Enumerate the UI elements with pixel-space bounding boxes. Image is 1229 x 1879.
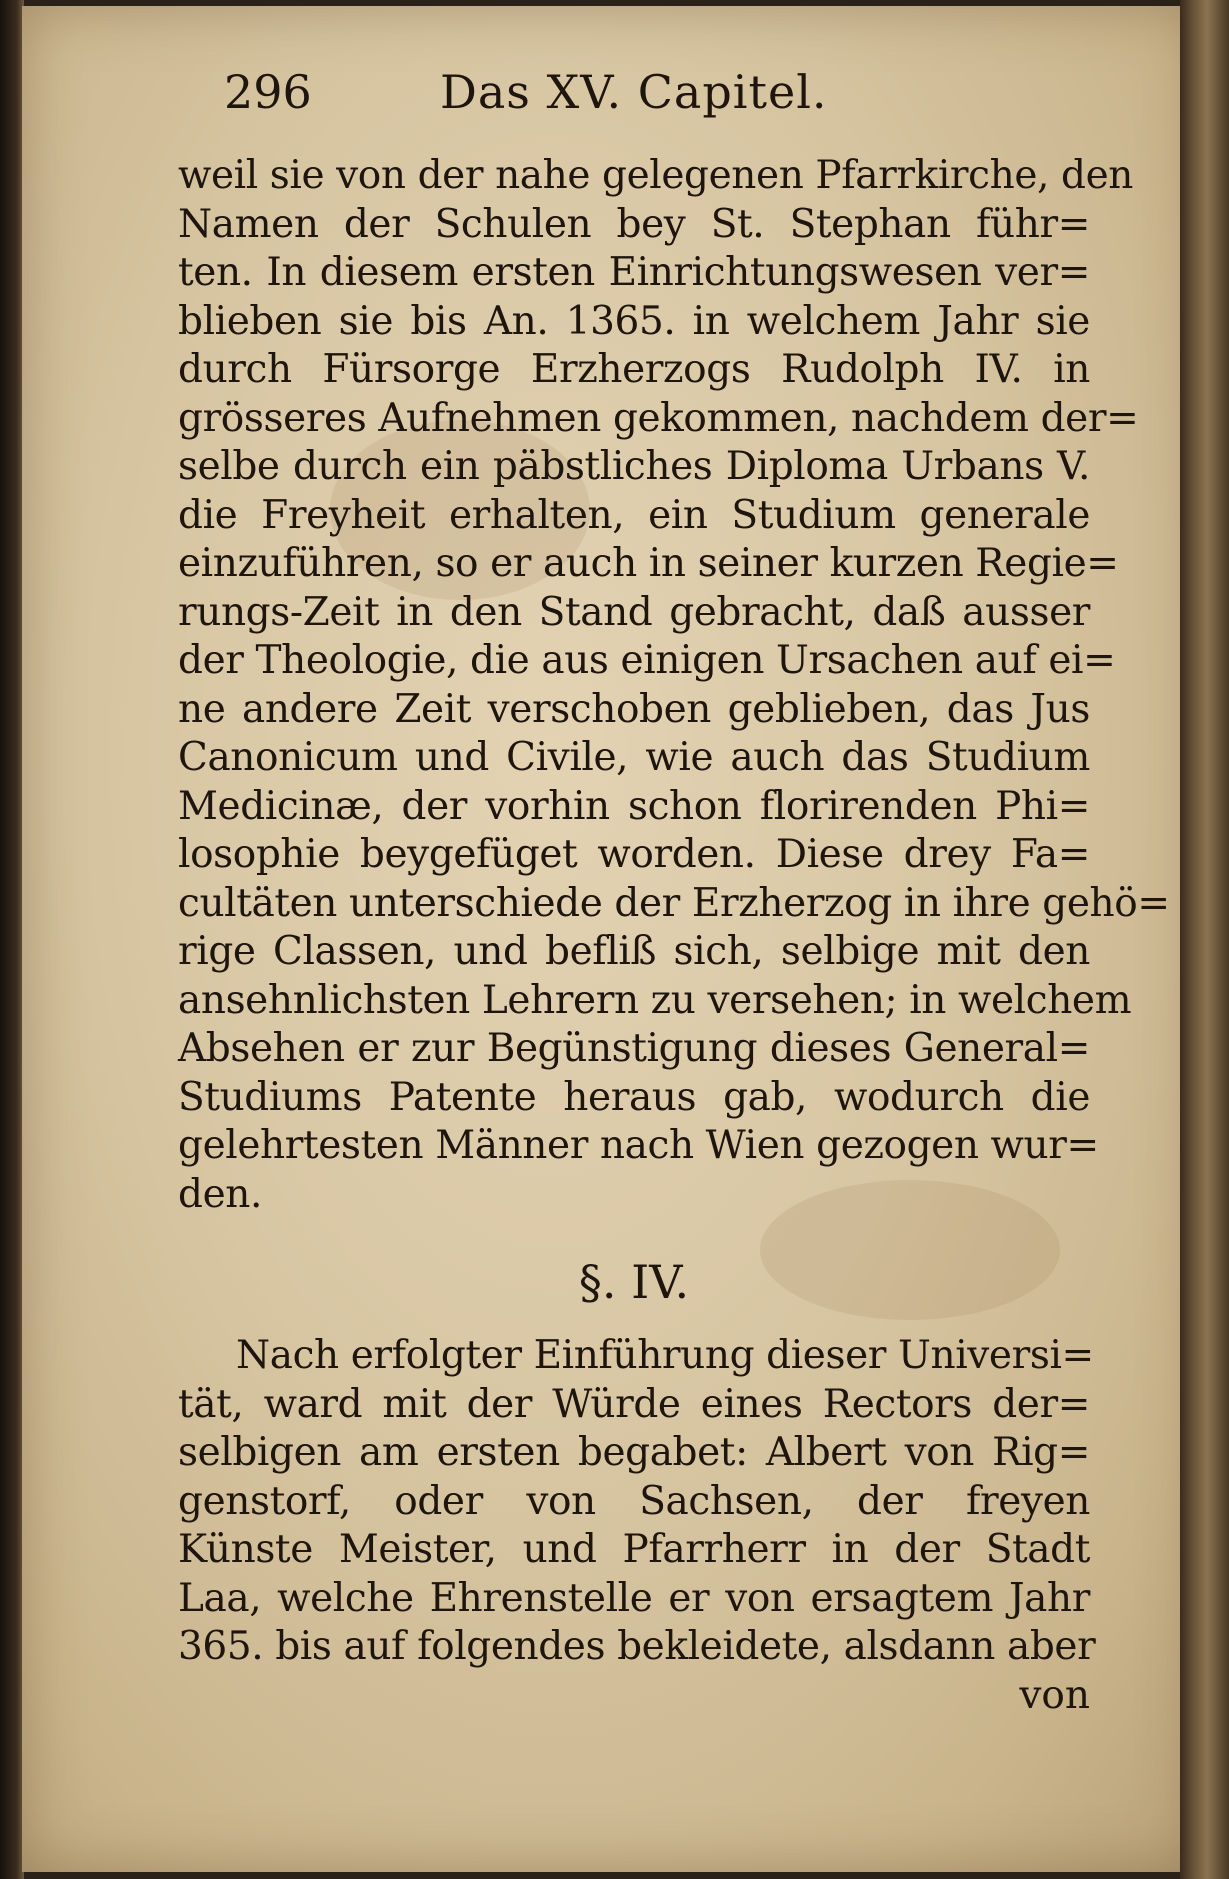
page-header bbox=[200, 62, 1100, 122]
facing-page-edge bbox=[1180, 0, 1229, 1879]
text-line: die Freyheit erhalten, ein Studium generale bbox=[178, 492, 1090, 538]
catchword: von bbox=[1019, 1673, 1090, 1718]
text-line: durch Fürsorge Erzherzogs Rudolph IV. in bbox=[178, 347, 1090, 392]
body-text bbox=[178, 152, 1170, 1219]
text-line: tät, ward mit der Würde eines Rectors der= bbox=[178, 1381, 1090, 1427]
text-line: einzuführen, so er auch in seiner kurzen Regie= bbox=[178, 541, 1119, 586]
text-line: Nach erfolgter Einführung dieser Universi= bbox=[236, 1333, 1094, 1378]
text-line: 365. bis auf folgendes bekleidete, alsdann aber bbox=[178, 1624, 1096, 1669]
text-line: weil sie von der nahe gelegenen Pfarrkirche, den bbox=[178, 153, 1133, 198]
text-line: Absehen er zur Begünstigung dieses General= bbox=[178, 1026, 1090, 1071]
section-text bbox=[178, 1332, 1096, 1672]
text-line: losophie beygefüget worden. Diese drey Fa= bbox=[178, 832, 1090, 877]
text-line: Namen der Schulen bey St. Stephan führ= bbox=[178, 201, 1090, 247]
text-line: grösseres Aufnehmen gekommen, nachdem der= bbox=[178, 395, 1139, 441]
text-line: ne andere Zeit verschoben geblieben, das Jus bbox=[178, 686, 1090, 732]
text-line: Laa, welche Ehrenstelle er von ersagtem Jahr bbox=[178, 1575, 1090, 1621]
section-heading: §. IV. bbox=[578, 1255, 690, 1309]
text-line: Studiums Patente heraus gab, wodurch die bbox=[178, 1074, 1090, 1120]
text-line: Künste Meister, und Pfarrherr in der Stadt bbox=[178, 1527, 1090, 1572]
text-line: Medicinæ, der vorhin schon florirenden Phi= bbox=[178, 783, 1090, 829]
text-line: rige Classen, und befliß sich, selbige mit den bbox=[178, 929, 1090, 974]
running-head: Das XV. Capitel. bbox=[440, 65, 828, 119]
text-line: cultäten unterschiede der Erzherzog in ihre gehö= bbox=[178, 880, 1170, 926]
text-line: ansehnlichsten Lehrern zu versehen; in welchem bbox=[178, 977, 1132, 1023]
text-line: rungs-Zeit in den Stand gebracht, daß ausser bbox=[178, 589, 1090, 635]
text-line: blieben sie bis An. 1365. in welchem Jahr sie bbox=[178, 298, 1090, 344]
text-line: gelehrtesten Männer nach Wien gezogen wur= bbox=[178, 1123, 1099, 1168]
book-spine-shadow bbox=[0, 0, 24, 1879]
text-line: ten. In diesem ersten Einrichtungswesen ver= bbox=[178, 250, 1090, 295]
text-line: genstorf, oder von Sachsen, der freyen bbox=[178, 1478, 1090, 1524]
text-line: den. bbox=[178, 1171, 262, 1217]
text-line: der Theologie, die aus einigen Ursachen auf ei= bbox=[178, 638, 1116, 683]
text-line: selbigen am ersten begabet: Albert von Rig= bbox=[178, 1430, 1090, 1475]
text-line: Canonicum und Civile, wie auch das Studium bbox=[178, 735, 1090, 780]
page-number: 296 bbox=[224, 65, 312, 119]
text-line: selbe durch ein päbstliches Diploma Urbans V. bbox=[178, 444, 1090, 489]
